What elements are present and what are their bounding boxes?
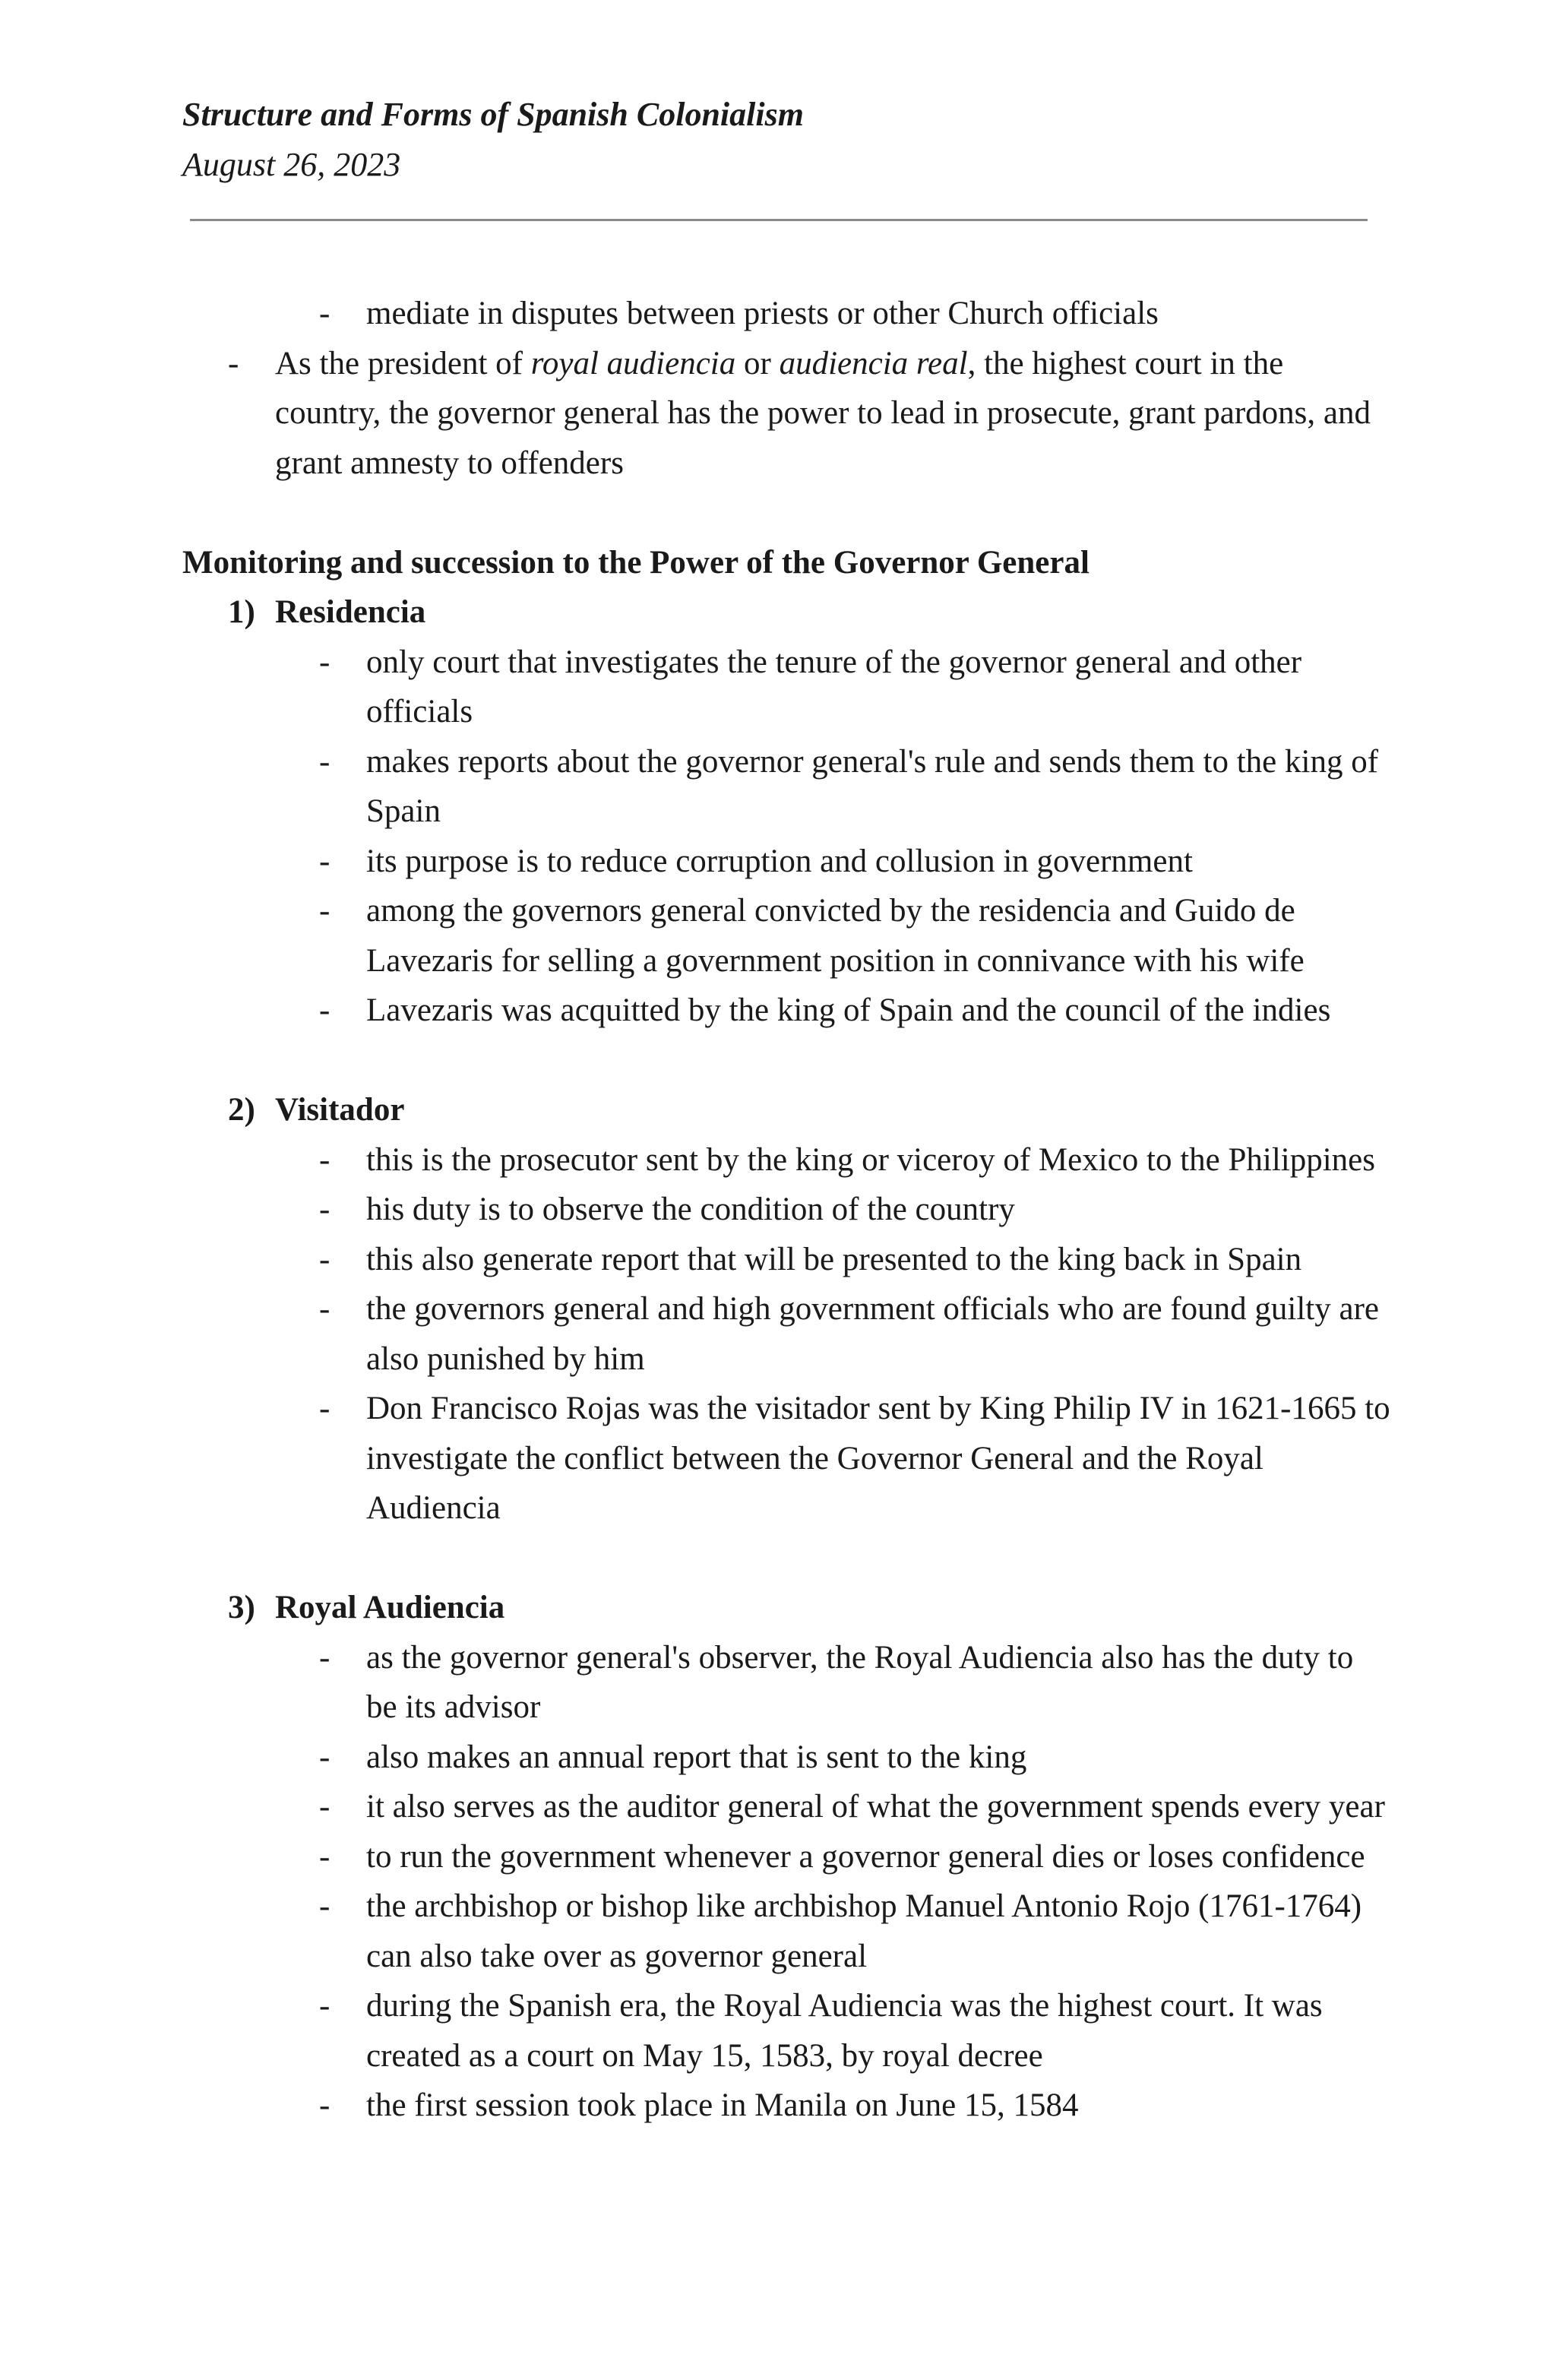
bullet-text: also makes an annual report that is sent to the king [366, 1739, 1027, 1775]
bullet-item [0, 2081, 1392, 2131]
header-divider [190, 219, 1368, 221]
bullet-text: the first session took place in Manila on June 15, 1584 [366, 2087, 1079, 2123]
bullet-text: this also generate report that will be presented to the king back in Spain [366, 1241, 1302, 1277]
bullet-text: to run the government whenever a governor general dies or loses confidence [366, 1838, 1365, 1875]
text-run: As the president of [275, 345, 531, 381]
bullet-text: the archbishop or bishop like archbishop Manuel Antonio Rojo (1761-1764) can also take over as governor general [366, 1888, 1362, 1974]
italic-term: audiencia real [779, 345, 968, 381]
bullet-dash: - [319, 843, 330, 879]
bullet-dash: - [319, 1291, 330, 1327]
bullet-dash: - [319, 2087, 330, 2123]
section-title-royal-audiencia [0, 1583, 1556, 1633]
bullet-text: among the governors general convicted by the residencia and Guido de Lavezaris for selling a government position in connivance with his wife [366, 893, 1305, 979]
bullet-dash: - [319, 1789, 330, 1825]
bullet-text: Don Francisco Rojas was the visitador sent by King Philip IV in 1621-1665 to investigate the conflict between the Governor General and the Royal Audiencia [366, 1391, 1390, 1526]
bullet-dash: - [319, 1888, 330, 1924]
bullet-dash: - [319, 1739, 330, 1775]
bullet-dash: - [319, 1192, 330, 1227]
document-header [182, 90, 804, 190]
bullet-item [0, 1235, 1392, 1285]
document-body [0, 289, 1556, 2131]
bullet-dash: - [319, 644, 330, 680]
bullet-item [0, 986, 1392, 1036]
bullet-text: the governors general and high government officials who are found guilty are also punished by him [366, 1291, 1379, 1377]
bullet-item [0, 1981, 1392, 2081]
bullet-text: makes reports about the governor general's rule and sends them to the king of Spain [366, 743, 1379, 829]
bullet-dash: - [319, 992, 330, 1028]
bullet-item [0, 1782, 1392, 1832]
bullet-dash: - [319, 893, 330, 929]
bullet-item [0, 1284, 1392, 1384]
bullet-item [0, 1882, 1392, 1981]
section-number: 1) [228, 594, 255, 630]
bullet-text: its purpose is to reduce corruption and collusion in government [366, 843, 1193, 879]
bullet-text [275, 346, 1371, 481]
bullet-item [0, 1185, 1392, 1235]
section-title-residencia [0, 587, 1556, 638]
bullet-dash: - [319, 1639, 330, 1676]
bullet-item [0, 737, 1392, 837]
bullet-dash: - [319, 296, 330, 331]
bullet-text: Lavezaris was acquitted by the king of Spain and the council of the indies [366, 992, 1331, 1028]
bullet-text: it also serves as the auditor general of what the government spends every year [366, 1789, 1385, 1825]
bullet-text: this is the prosecutor sent by the king or viceroy of Mexico to the Philippines [366, 1141, 1376, 1178]
bullet-item [0, 1633, 1392, 1733]
bullet-dash: - [319, 1988, 330, 2024]
section-title: Royal Audiencia [275, 1590, 505, 1625]
bullet-item [0, 1384, 1392, 1533]
bullet-item [0, 1733, 1392, 1783]
bullet-item [0, 1135, 1392, 1185]
bullet-dash: - [319, 743, 330, 780]
section-heading: Monitoring and succession to the Power of the Governor General [182, 544, 1090, 581]
bullet-dash: - [319, 1838, 330, 1875]
text-run: , the highest court in the country, the governor general has the power to lead in prosecute, grant pardons, and grant amnesty to offenders [275, 345, 1371, 481]
text-run: or [735, 345, 780, 381]
bullet-item [0, 339, 1377, 489]
section-number: 3) [228, 1590, 255, 1625]
bullet-dash: - [228, 345, 239, 381]
bullet-text: as the governor general's observer, the Royal Audiencia also has the duty to be its advisor [366, 1639, 1354, 1725]
bullet-text: mediate in disputes between priests or other Church officials [366, 296, 1159, 331]
bullet-text: his duty is to observe the condition of the country [366, 1192, 1015, 1227]
bullet-item [0, 1832, 1392, 1882]
italic-term: royal audiencia [530, 345, 736, 381]
document-date: August 26, 2023 [182, 146, 401, 183]
bullet-item [0, 289, 1392, 339]
document-title: Structure and Forms of Spanish Colonialism [182, 96, 804, 133]
bullet-text: only court that investigates the tenure of the governor general and other officials [366, 644, 1302, 730]
bullet-dash: - [319, 1391, 330, 1426]
section-title: Residencia [275, 594, 426, 630]
bullet-item [0, 886, 1392, 986]
section-number: 2) [228, 1092, 255, 1128]
bullet-dash: - [319, 1141, 330, 1178]
bullet-item [0, 837, 1392, 887]
section-title-visitador [0, 1085, 1556, 1135]
bullet-dash: - [319, 1241, 330, 1277]
bullet-text: during the Spanish era, the Royal Audiencia was the highest court. It was created as a court on May 15, 1583, by royal decree [366, 1988, 1323, 2074]
bullet-item [0, 638, 1392, 737]
section-title: Visitador [275, 1092, 405, 1128]
